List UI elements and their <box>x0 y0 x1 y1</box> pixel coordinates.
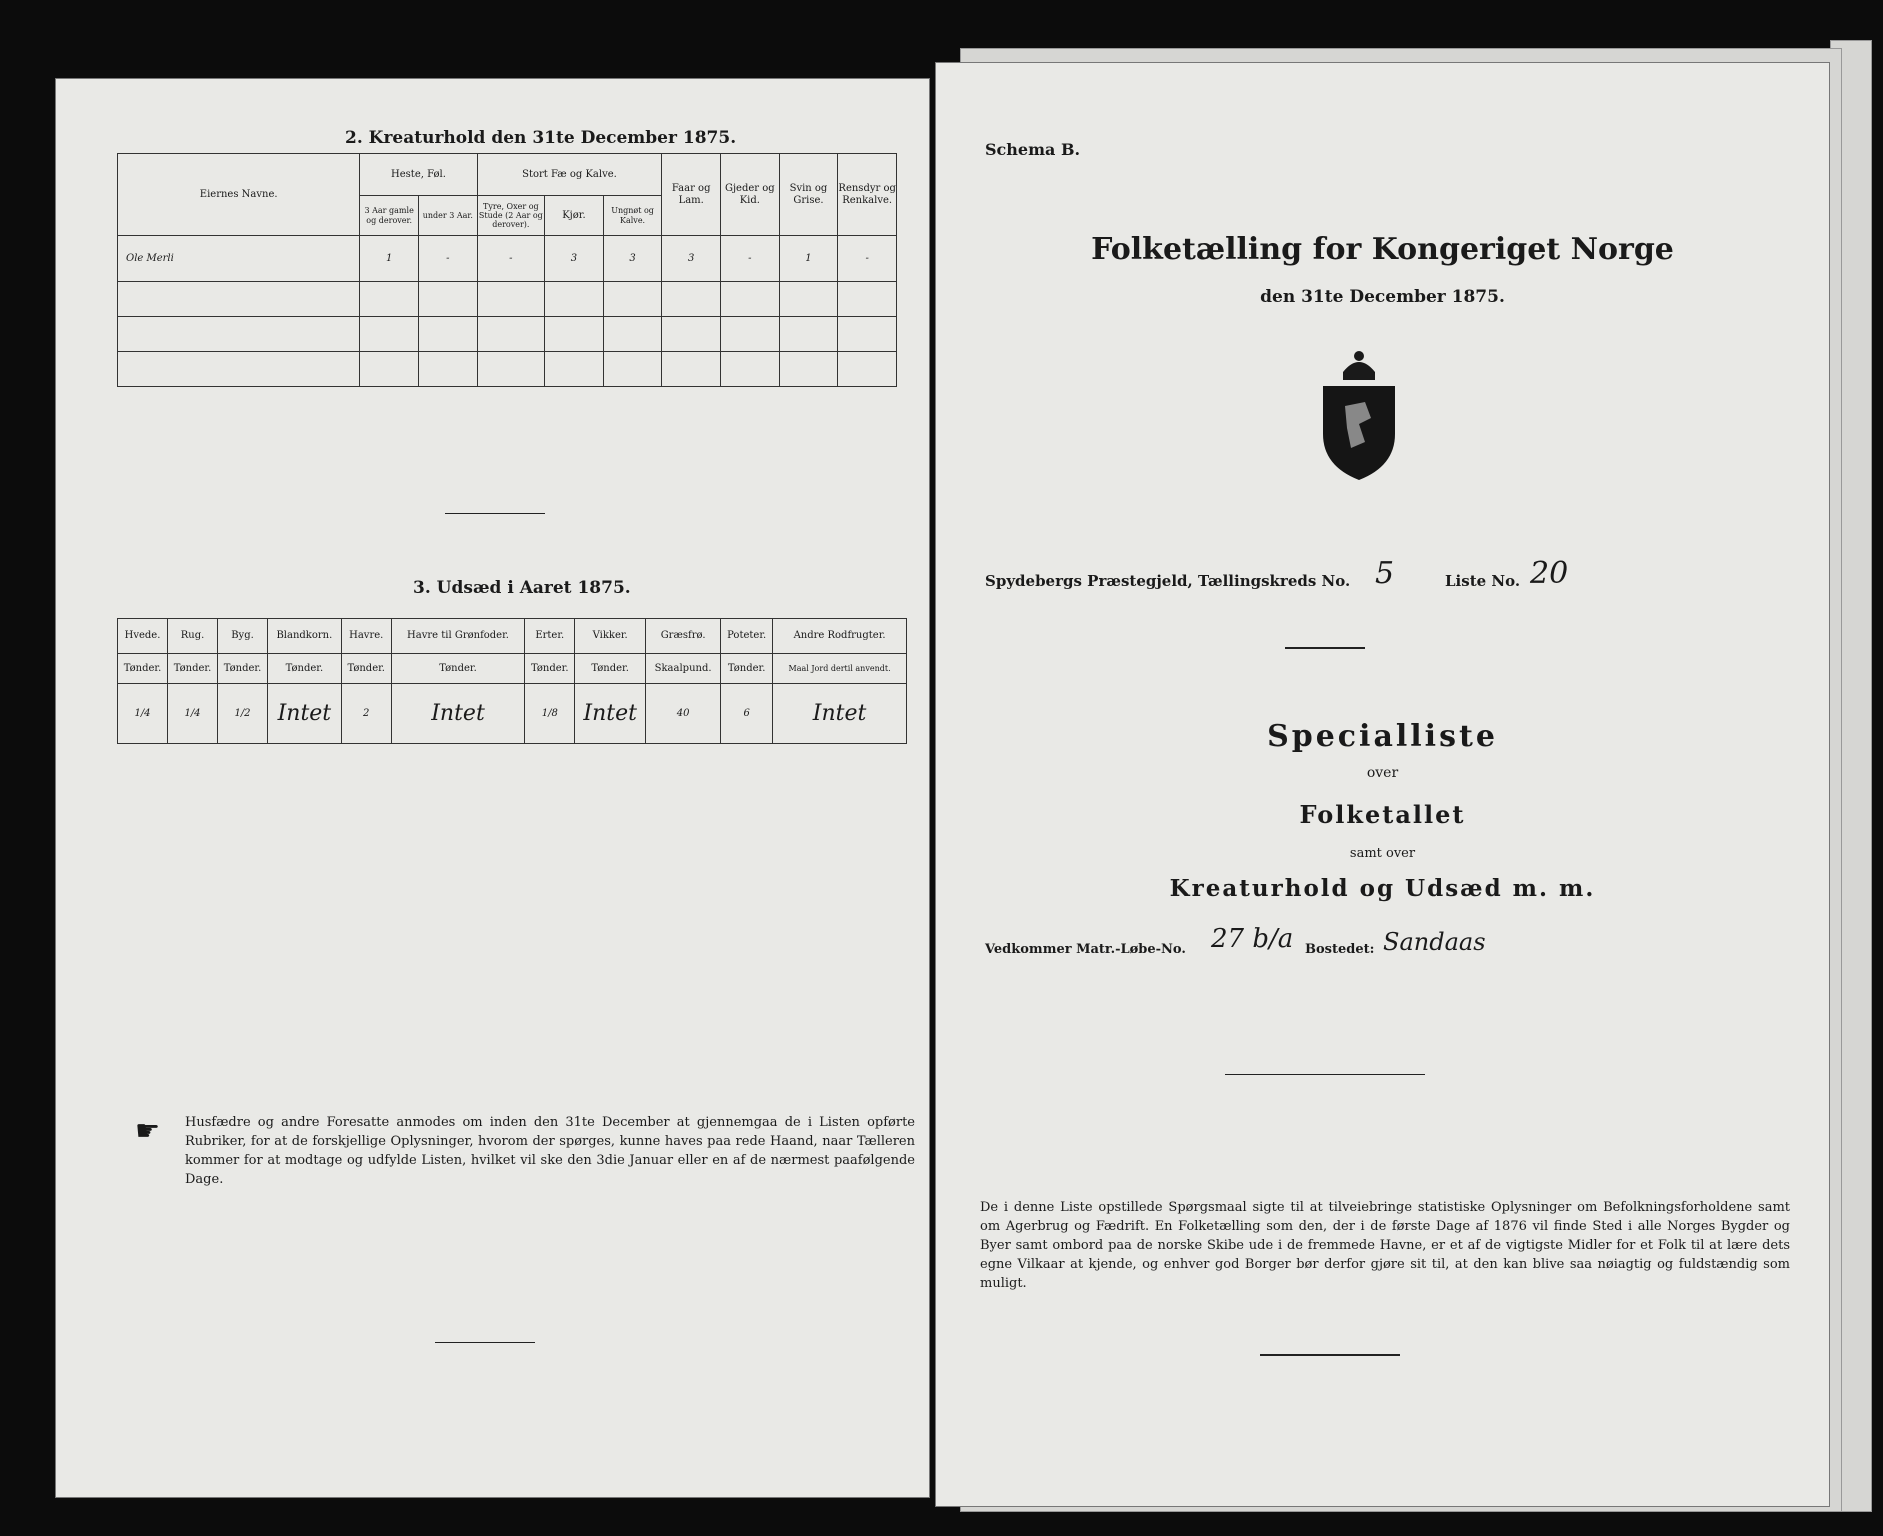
livestock-cell: - <box>418 236 477 282</box>
seed-cell: 40 <box>646 684 721 744</box>
seed-header: Hvede. <box>118 619 168 654</box>
left-page <box>55 78 930 1498</box>
residence-value: Sandaas <box>1383 928 1486 956</box>
livestock-cell: 3 <box>662 236 721 282</box>
horses-old-header: 3 Aar gamle og derover. <box>360 196 419 236</box>
seed-unit: Tønder. <box>341 654 391 684</box>
horses-young-header: under 3 Aar. <box>418 196 477 236</box>
over-text: over <box>1366 765 1399 781</box>
seed-cell: 1/4 <box>168 684 218 744</box>
owner-header: Eiernes Navne. <box>118 154 360 236</box>
reindeer-header: Rensdyr og Renkalve. <box>838 154 897 236</box>
seed-cell: 1/2 <box>218 684 268 744</box>
seed-unit: Tønder. <box>525 654 575 684</box>
seed-header: Vikker. <box>575 619 646 654</box>
bulls-header: Tyre, Oxer og Stude (2 Aar og derover). <box>477 196 544 236</box>
seed-cell: 1/8 <box>525 684 575 744</box>
residence-label: Bostedet: <box>1305 942 1375 957</box>
schema-label: Schema B. <box>985 140 1081 159</box>
livestock-title: Kreaturhold og Udsæd m. m. <box>1169 875 1596 902</box>
list-label: Liste No. <box>1445 572 1521 590</box>
goats-header: Gjeder og Kid. <box>721 154 780 236</box>
livestock-cell: - <box>721 236 780 282</box>
special-list-title: Specialliste <box>1267 719 1498 754</box>
seed-unit: Maal Jord dertil anvendt. <box>773 654 907 684</box>
pigs-header: Svin og Grise. <box>779 154 838 236</box>
seed-header: Blandkorn. <box>268 619 342 654</box>
divider <box>1260 1354 1400 1356</box>
list-number: 20 <box>1530 556 1569 591</box>
seed-header: Poteter. <box>721 619 773 654</box>
seed-header: Havre til Grønfoder. <box>391 619 525 654</box>
population-title: Folketallet <box>1299 800 1466 829</box>
right-page <box>935 62 1830 1507</box>
seed-header: Andre Rodfrugter. <box>773 619 907 654</box>
seed-unit: Tønder. <box>721 654 773 684</box>
left-instructions: Husfædre og andre Foresatte anmodes om inden den 31te December at gjennemgaa de i Listen opførte Rubriker, for at de forskjellige Oplysninger, hvorom der spørges, kunne haves paa rede Haand, naar Tælleren kommer for at modtage og udfylde Listen, hvilket vil ske den 3die Januar eller en af de nærmest paafølgende Dage. <box>185 1115 915 1187</box>
main-title: Folketælling for Kongeriget Norge <box>1091 232 1674 267</box>
livestock-cell: - <box>477 236 544 282</box>
seed-cell: 6 <box>721 684 773 744</box>
seed-header: Byg. <box>218 619 268 654</box>
owner-cell: Ole Merli <box>118 236 360 282</box>
divider <box>435 1342 535 1343</box>
seed-header: Havre. <box>341 619 391 654</box>
seed-unit: Tønder. <box>268 654 342 684</box>
seed-table <box>117 618 907 744</box>
seed-unit: Tønder. <box>391 654 525 684</box>
seed-header: Rug. <box>168 619 218 654</box>
divider <box>1285 647 1365 649</box>
livestock-cell: 3 <box>545 236 604 282</box>
cows-header: Kjør. <box>545 196 604 236</box>
cattle-header: Stort Fæ og Kalve. <box>477 154 662 196</box>
livestock-cell: 1 <box>360 236 419 282</box>
matr-number: 27 b/a <box>1211 924 1294 954</box>
matr-label: Vedkommer Matr.-Løbe-No. <box>985 942 1186 957</box>
coat-of-arms-icon <box>1303 344 1415 484</box>
seed-unit: Skaalpund. <box>646 654 721 684</box>
divider <box>445 513 545 514</box>
also-over-text: samt over <box>1349 846 1416 861</box>
section2-title: 2. Kreaturhold den 31te December 1875. <box>345 128 737 148</box>
seed-unit: Tønder. <box>218 654 268 684</box>
livestock-table <box>117 153 897 387</box>
calves-header: Ungnøt og Kalve. <box>603 196 662 236</box>
seed-cell: Intet <box>773 684 907 744</box>
district-label: Spydebergs Præstegjeld, Tællingskreds No. <box>985 572 1351 590</box>
seed-unit: Tønder. <box>575 654 646 684</box>
divider <box>1225 1074 1425 1075</box>
livestock-cell: 3 <box>603 236 662 282</box>
seed-unit: Tønder. <box>118 654 168 684</box>
seed-header: Græsfrø. <box>646 619 721 654</box>
seed-unit: Tønder. <box>168 654 218 684</box>
seed-cell: 2 <box>341 684 391 744</box>
sheep-header: Faar og Lam. <box>662 154 721 236</box>
livestock-cell: 1 <box>779 236 838 282</box>
section3-title: 3. Udsæd i Aaret 1875. <box>413 578 631 598</box>
pointing-hand-icon: ☛ <box>135 1114 161 1147</box>
horses-header: Heste, Føl. <box>360 154 477 196</box>
seed-cell: Intet <box>391 684 525 744</box>
seed-cell: Intet <box>575 684 646 744</box>
seed-cell: Intet <box>268 684 342 744</box>
livestock-cell: - <box>838 236 897 282</box>
district-number: 5 <box>1375 556 1395 591</box>
seed-cell: 1/4 <box>118 684 168 744</box>
seed-header: Erter. <box>525 619 575 654</box>
census-date: den 31te December 1875. <box>1260 287 1505 307</box>
right-instructions: De i denne Liste opstillede Spørgsmaal sigte til at tilveiebringe statistiske Oplysninger om Befolkningsforholdene samt om Agerbrug og Fædrift. En Folketælling som den, der i de første Dage af 1876 vil finde Sted i alle Norges Bygder og Byer samt ombord paa de norske Skibe ude i de fremmede Havne, er et af de vigtigste Midler for et Folk til at lære dets egne Vilkaar at kjende, og enhver god Borger bør derfor gjøre sit til, at den kan blive saa nøiagtig og fuldstændig som muligt. <box>980 1200 1790 1291</box>
